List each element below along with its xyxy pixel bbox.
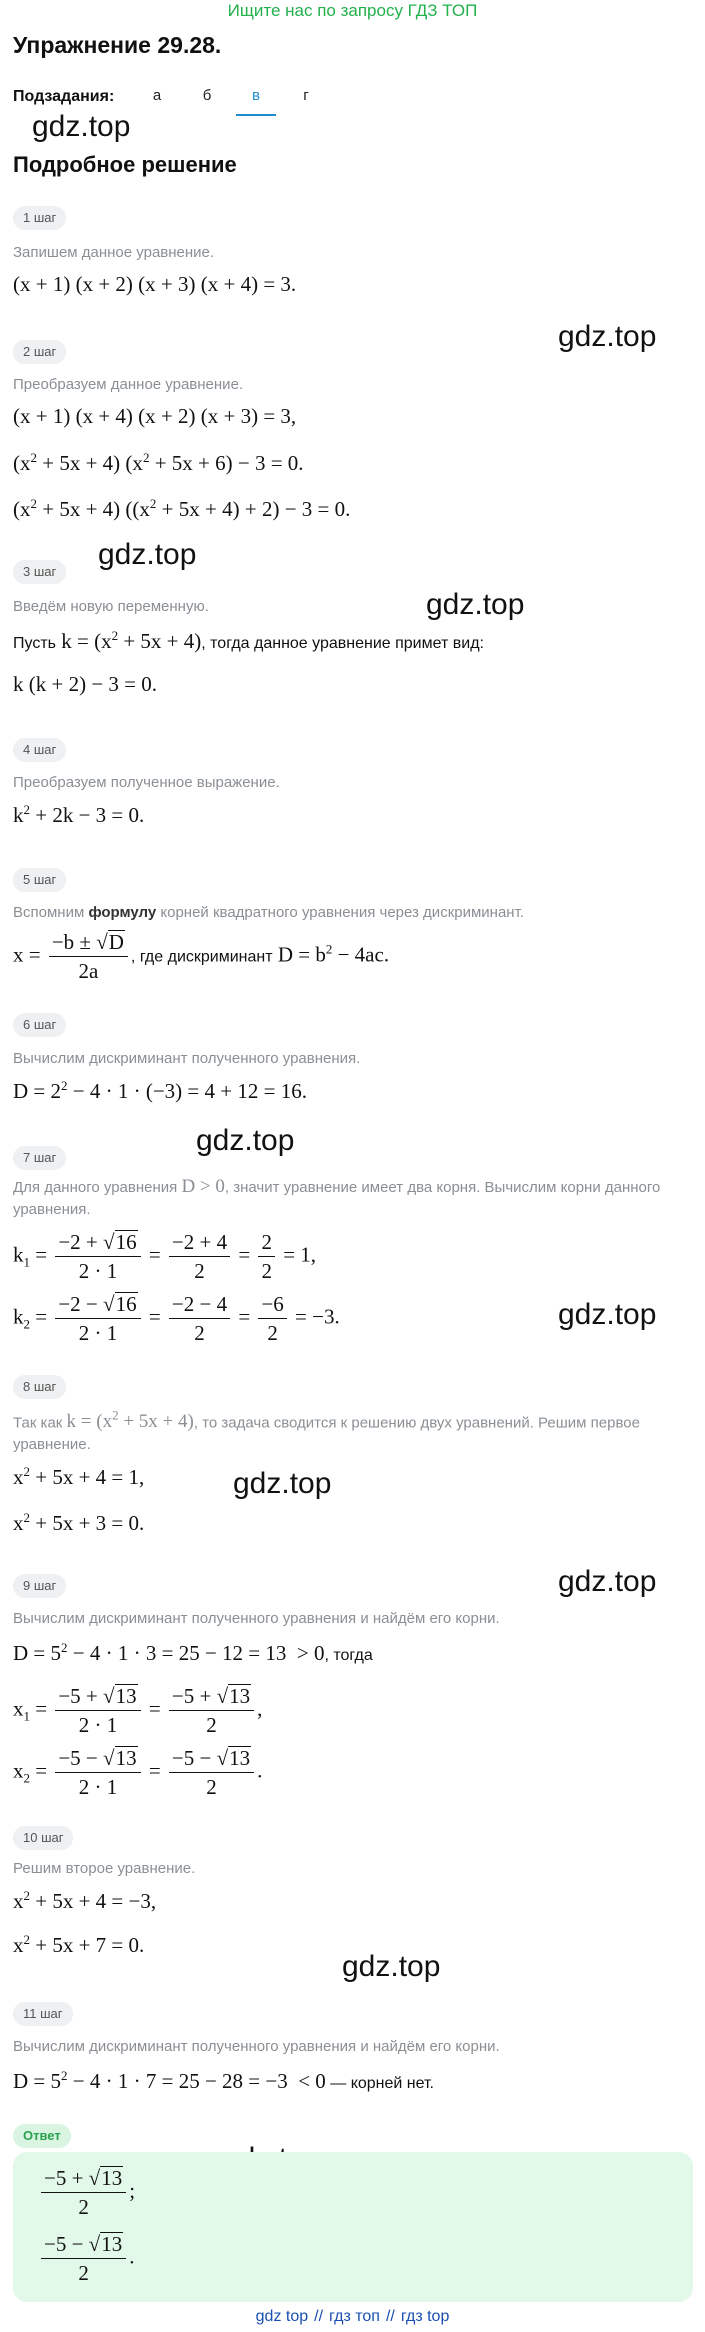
step-description-1: Запишем данное уравнение. [13, 244, 215, 261]
equation: $D = 5^2 - 4 \cdot 1 \cdot 7 = 25 - 28 = -3 < 0$ — корней нет. [13, 2068, 434, 2093]
step-badge-11: 11 шаг [13, 2002, 73, 2026]
equation: $k^2 + 2k - 3 = 0$. [13, 802, 145, 827]
step-description-2: Преобразуем данное уравнение. [13, 376, 244, 393]
tab-b[interactable]: б [202, 87, 212, 104]
equation: Пусть $k = (x^2 + 5x + 4)$, тогда данное уравнение примет вид: [13, 628, 484, 653]
equation: $x^2 + 5x + 4 = 1$, [13, 1464, 145, 1489]
equation: $x_1$ = $\frac{-5 + √13}{2 \cdot 1}$ = $\frac{-5 + √13}{2}$ , [13, 1684, 263, 1737]
step-description-4: Преобразуем полученное выражение. [13, 774, 280, 791]
step-description-9: Вычислим дискриминант полученного уравнения и найдём его корни. [13, 1610, 500, 1627]
step-badge-8: 8 шаг [13, 1375, 66, 1399]
watermark: gdz.top [32, 110, 131, 143]
step-description-11: Вычислим дискриминант полученного уравнения и найдём его корни. [13, 2038, 500, 2055]
equation: $x^2 + 5x + 3 = 0$. [13, 1510, 145, 1535]
step-badge-4: 4 шаг [13, 738, 66, 762]
equation: $x_2$ = $\frac{-5 - √13}{2 \cdot 1}$ = $\frac{-5 - √13}{2}$ . [13, 1746, 263, 1799]
page-title: Упражнение 29.28. [13, 32, 222, 58]
watermark: gdz.top [558, 320, 657, 353]
tab-g[interactable]: г [303, 87, 309, 104]
step-description-3: Введём новую переменную. [13, 598, 209, 615]
step-badge-7: 7 шаг [13, 1146, 66, 1170]
step-text: , тогда данное уравнение примет вид: [201, 635, 484, 652]
step-badge-6: 6 шаг [13, 1013, 66, 1037]
equation: x = $\frac{-b \pm √D}{2a}$ , где дискриминант $D = b^2 - 4ac$. [13, 930, 390, 983]
step-badge-2: 2 шаг [13, 340, 66, 364]
equation: $k_1$ = $\frac{-2 + √16}{2 \cdot 1}$ = $\frac{-2 + 4}{2}$ = $\frac{2}{2}$ = 1, [13, 1230, 317, 1283]
step-description-5: Вспомним формулу корней квадратного уравнения через дискриминант. [13, 904, 524, 921]
footer-link[interactable]: гдз топ [329, 2308, 380, 2325]
equation: (x + 1) (x + 4) (x + 2) (x + 3) = 3, [13, 404, 297, 428]
equation: $(x^2 + 5x + 4) (x^2 + 5x + 6) - 3 = 0$. [13, 450, 304, 475]
search-banner[interactable]: Ищите нас по запросу ГДЗ ТОП [227, 1, 478, 20]
equation: $k_2$ = $\frac{-2 - √16}{2 \cdot 1}$ = $\frac{-2 - 4}{2}$ = $\frac{-6}{2}$ = −3. [13, 1292, 340, 1345]
footer-links [0, 2308, 705, 2326]
watermark: gdz.top [558, 1298, 657, 1331]
step-description-7: Для данного уравнения D > 0, значит уравнение имеет два корня. Вычислим корни данного уравнения. [13, 1176, 661, 1218]
watermark: gdz.top [233, 1467, 332, 1500]
tab-v[interactable]: в [236, 86, 276, 116]
watermark: gdz.top [98, 538, 197, 571]
footer-link[interactable]: gdz top [255, 2308, 309, 2325]
step-text: — корней нет. [325, 2075, 434, 2092]
watermark: gdz.top [196, 1124, 295, 1157]
step-description-10: Решим второе уравнение. [13, 1860, 196, 1877]
step-description-6: Вычислим дискриминант полученного уравнения. [13, 1050, 361, 1067]
equation: $(x^2 + 5x + 4) ((x^2 + 5x + 4) + 2) - 3 = 0$. [13, 496, 351, 521]
footer-separator: // [314, 2308, 324, 2325]
equation: $x^2 + 5x + 4 = -3$, [13, 1888, 157, 1913]
step-text: Пусть [13, 635, 56, 652]
answer-root-1: $\frac{-5 + √13}{2}$ ; [38, 2164, 135, 2221]
answer-badge: Ответ [13, 2124, 71, 2148]
equation: $D = 2^2 - 4 \cdot 1 \cdot (-3) = 4 + 12 = 16$. [13, 1078, 307, 1103]
footer-link[interactable]: гдз top [400, 2308, 450, 2325]
equation: k (k + 2) − 3 = 0. [13, 672, 158, 696]
section-title: Подробное решение [13, 152, 237, 177]
watermark: gdz.top [426, 588, 525, 621]
answer-root-2: $\frac{-5 - √13}{2}$ . [38, 2230, 134, 2287]
subtasks-label: Подзадания: [13, 88, 115, 105]
equation: $D = 5^2 - 4 \cdot 1 \cdot 3 = 25 - 12 = 13 > 0$, тогда [13, 1640, 373, 1665]
step-badge-3: 3 шаг [13, 560, 66, 584]
step-text: , тогда [324, 1647, 373, 1664]
footer-separator: // [385, 2308, 395, 2325]
step-badge-10: 10 шаг [13, 1826, 73, 1850]
equation: (x + 1) (x + 2) (x + 3) (x + 4) = 3. [13, 272, 297, 296]
step-badge-1: 1 шаг [13, 206, 66, 230]
watermark: gdz.top [342, 1950, 441, 1983]
tab-a[interactable]: а [152, 87, 162, 104]
equation: $x^2 + 5x + 7 = 0$. [13, 1932, 145, 1957]
watermark: gdz.top [558, 1565, 657, 1598]
step-badge-9: 9 шаг [13, 1574, 66, 1598]
step-text: , где дискриминант [130, 948, 273, 966]
step-badge-5: 5 шаг [13, 868, 66, 892]
step-description-8: Так как $k = (x^2 + 5x + 4)$, то задача сводится к решению двух уравнений. Решим первое уравнение. [13, 1408, 640, 1454]
